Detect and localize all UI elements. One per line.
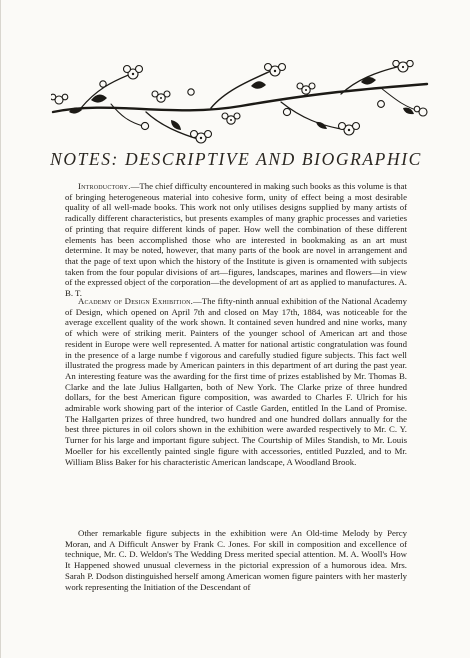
paragraph-text: —The chief difficulty encountered in making such books as this volume is that of bringing heterogeneous material into cohesive form, unity of effect being a most desirable quality of all well-made books. This work not only utilises designs supplied by many artists of radically different characteristics, but presents examples of many graphic processes and varieties of printing that require different kinds of paper. How well the combination of these different elements has been accomplished those who are interested in bookmaking as an art must determine. It may be noted, however, that many parts of the book are novel in arrangement and that the page of text upon which the history of the Institute is given is ornamented with subjects taken from the four popular divisions of art—figures, landscapes, marines and flowers—in view of the expressed object of the corporation—the development of art as applied to manufactures. A. B. T. <box>65 181 407 299</box>
paragraph-academy-exhibition <box>65 296 407 467</box>
blossom-branch-icon <box>51 60 429 146</box>
paragraph-figure-subjects <box>65 528 407 592</box>
paragraph-introductory <box>65 181 407 299</box>
section-heading: NOTES: DESCRIPTIVE AND BIOGRAPHIC <box>50 149 422 169</box>
paragraph-text: —The fifty-ninth annual exhibition of the National Academy of Design, which opened on April 7th and closed on May 17th, 1884, was noticeable for the average excellent quality of the work shown. It contained seven hundred and nine works, many of which were of striking merit. Painters of the younger school of American art and those resident in Europe were well represented. A matter for national artistic congratulation was found in the presence of a large numbe f vigorous and carefully studied figure subjects. This fact well illustrated the progress made by American painters in this department of art during the past year. An interesting feature was the awarding for the first time of prizes established by Mr. Thomas B. Clarke and the late Julius Hallgarten, both of New York. The Clarke prize of three hundred dollars, for the best American figure composition, was awarded to Charles F. Ulrich for his admirable work showing part of the interior of Castle Garden, entitled In the Land of Promise. The Hallgarten prizes of three hundred, two hundred and one hundred dollars annually for the best three pictures in oil colors shown in the exhibition were awarded respectively to Mr. C. Y. Turner for his large and important figure subject. The Courtship of Miles Standish, to Mr. Louis Moeller for his excellently painted single figure with accessories, entitled Puzzled, and to Mr. William Bliss Baker for his characteristic American landscape, A Woodland Brook. <box>65 296 407 467</box>
paragraph-text: Other remarkable figure subjects in the exhibition were An Old-time Melody by Percy Moran, and A Difficult Answer by Frank C. Jones. For skill in composition and excellence of technique, Mr. C. D. Weldon's The Wedding Dress merited special attention. M. A. Wooll's How It Happened showed unusual cleverness in the pictorial expression of a humorous idea. Mrs. Sarah P. Dodson distinguished herself among American women figure painters with her masterly work representing the Initiation of the Descendant of <box>65 528 407 592</box>
paragraph-lead: Academy of Design Exhibition. <box>78 296 194 306</box>
paragraph-lead: Introductory. <box>78 181 131 191</box>
